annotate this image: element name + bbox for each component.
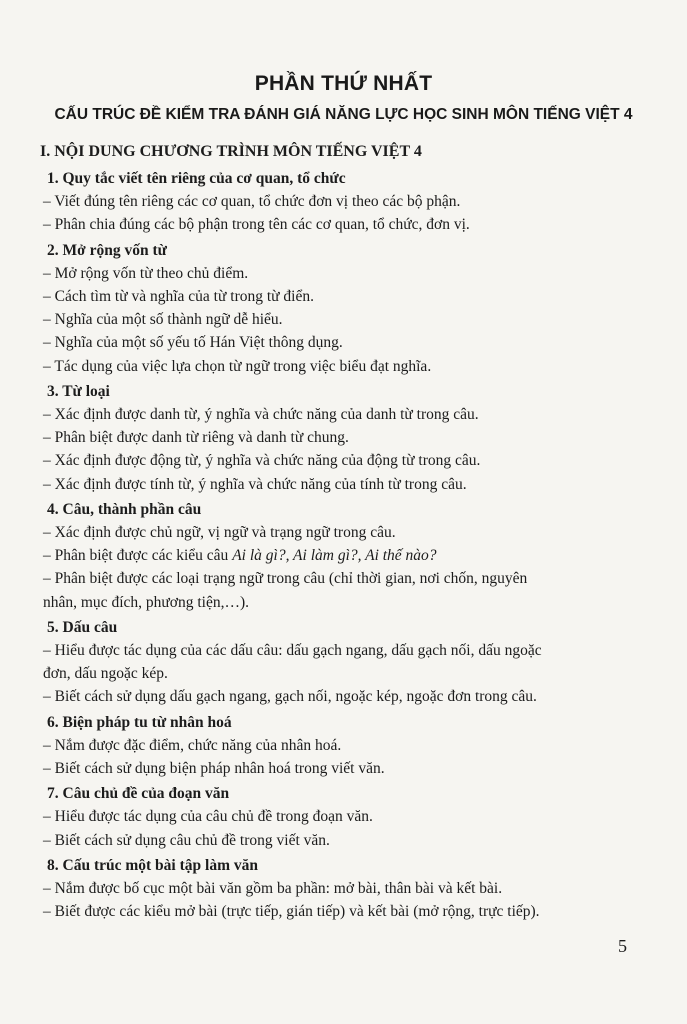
bullet-line: – Xác định được chủ ngữ, vị ngữ và trạng ngữ trong câu.: [43, 524, 396, 542]
bullet-line: – Hiểu được tác dụng của câu chủ đề trong đoạn văn.: [43, 808, 373, 826]
bullet-line: – Phân biệt được các loại trạng ngữ trong câu (chỉ thời gian, nơi chốn, nguyên: [43, 570, 528, 588]
item-heading-5: 5. Dấu câu: [47, 618, 118, 636]
item-heading-2: 2. Mở rộng vốn từ: [47, 241, 167, 259]
bullet-line: – Biết cách sử dụng câu chủ đề trong viết văn.: [43, 831, 330, 849]
item-heading-7: 7. Câu chủ đề của đoạn văn: [47, 785, 230, 803]
item-heading-8: 8. Cấu trúc một bài tập làm văn: [47, 856, 258, 874]
bullet-line: – Biết cách sử dụng dấu gạch ngang, gạch nối, ngoặc kép, ngoặc đơn trong câu.: [43, 688, 537, 706]
bullet-line-continued: đơn, dấu ngoặc kép.: [43, 665, 168, 683]
item-heading-6: 6. Biện pháp tu từ nhân hoá: [47, 713, 232, 731]
item-heading-4: 4. Câu, thành phần câu: [47, 500, 202, 518]
bullet-line: – Nghĩa của một số thành ngữ dễ hiểu.: [43, 311, 283, 329]
bullet-line: – Mở rộng vốn từ theo chủ điểm.: [43, 264, 249, 282]
bullet-line: – Cách tìm từ và nghĩa của từ trong từ điển.: [43, 288, 314, 306]
bullet-line: – Phân chia đúng các bộ phận trong tên các cơ quan, tổ chức, đơn vị.: [43, 216, 470, 234]
document-subtitle: CẤU TRÚC ĐỀ KIỂM TRA ĐÁNH GIÁ NĂNG LỰC HỌC SINH MÔN TIẾNG VIỆT 4: [54, 106, 633, 123]
bullet-line: – Nắm được bố cục một bài văn gồm ba phần: mở bài, thân bài và kết bài.: [43, 880, 503, 898]
bullet-line-continued: nhân, mục đích, phương tiện,…).: [43, 593, 250, 611]
section-heading: I. NỘI DUNG CHƯƠNG TRÌNH MÔN TIẾNG VIỆT 4: [40, 143, 422, 160]
bullet-line: – Nắm được đặc điểm, chức năng của nhân hoá.: [43, 736, 342, 754]
item-heading-3: 3. Từ loại: [47, 382, 110, 400]
bullet-line: – Biết được các kiểu mở bài (trực tiếp, gián tiếp) và kết bài (mở rộng, trực tiếp).: [43, 903, 540, 921]
bullet-line: – Biết cách sử dụng biện pháp nhân hoá trong viết văn.: [43, 760, 385, 778]
bullet-line: – Xác định được động từ, ý nghĩa và chức năng của động từ trong câu.: [43, 452, 481, 470]
document-body: [43, 165, 623, 924]
bullet-text: – Phân biệt được các kiểu câu: [43, 547, 233, 565]
bullet-line: [43, 544, 623, 567]
bullet-line: – Nghĩa của một số yếu tố Hán Việt thông dụng.: [43, 334, 343, 352]
bullet-line: – Tác dụng của việc lựa chọn từ ngữ trong việc biểu đạt nghĩa.: [43, 357, 432, 375]
bullet-line: – Xác định được danh từ, ý nghĩa và chức năng của danh từ trong câu.: [43, 406, 479, 424]
bullet-italic-text: Ai là gì?, Ai làm gì?, Ai thế nào?: [232, 547, 437, 565]
bullet-line: – Xác định được tính từ, ý nghĩa và chức năng của tính từ trong câu.: [43, 475, 467, 493]
bullet-line: – Phân biệt được danh từ riêng và danh từ chung.: [43, 429, 349, 447]
item-heading-1: 1. Quy tắc viết tên riêng của cơ quan, tổ chức: [47, 170, 346, 187]
page-number: 5: [618, 936, 627, 956]
part-title: PHẦN THỨ NHẤT: [254, 72, 433, 95]
bullet-line: – Viết đúng tên riêng các cơ quan, tổ chức đơn vị theo các bộ phận.: [43, 193, 461, 211]
bullet-line: – Hiểu được tác dụng của các dấu câu: dấu gạch ngang, dấu gạch nối, dấu ngoặc: [43, 642, 542, 660]
